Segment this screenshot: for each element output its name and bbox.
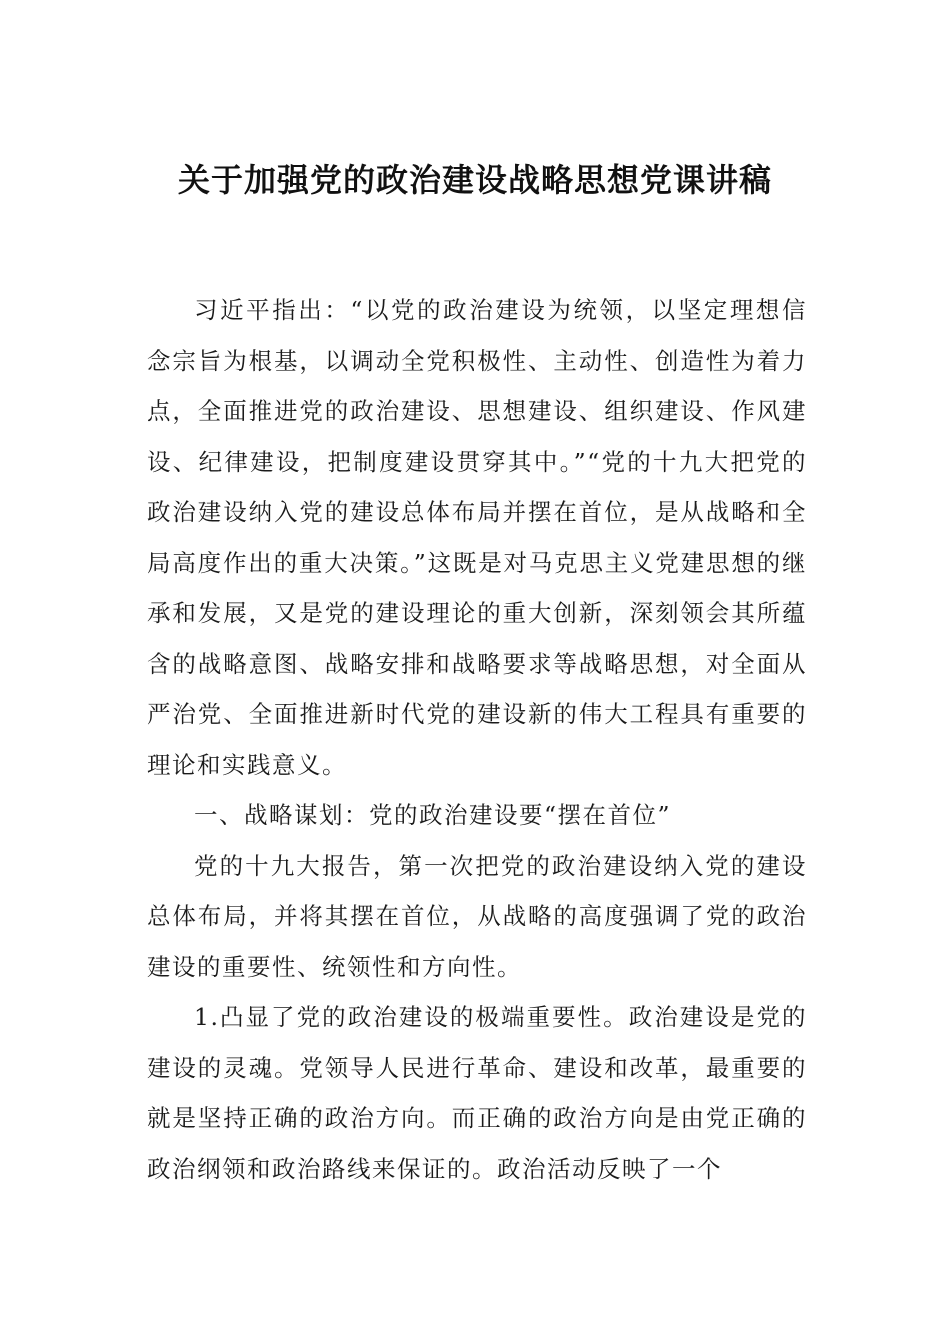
document-body (147, 285, 807, 1194)
paragraph-intro: 习近平指出：“以党的政治建设为统领，以坚定理想信念宗旨为根基，以调动全党积极性、主动性、创造性为着力点，全面推进党的政治建设、思想建设、组织建设、作风建设、纪律建设，把制度建设贯穿其中。”“党的十九大把党的政治建设纳入党的建设总体布局并摆在首位，是从战略和全局高度作出的重大决策。”这既是对马克思主义党建思想的继承和发展，又是党的建设理论的重大创新，深刻领会其所蕴含的战略意图、战略安排和战略要求等战略思想，对全面从严治党、全面推进新时代党的建设新的伟大工程具有重要的理论和实践意义。 (147, 296, 807, 779)
paragraph-section-1: 党的十九大报告，第一次把党的政治建设纳入党的建设总体布局，并将其摆在首位，从战略的高度强调了党的政治建设的重要性、统领性和方向性。 (147, 851, 807, 981)
document-title: 关于加强党的政治建设战略思想党课讲稿 (177, 161, 772, 199)
paragraph-point-1: 1.凸显了党的政治建设的极端重要性。政治建设是党的建设的灵魂。党领导人民进行革命、建设和改革，最重要的就是坚持正确的政治方向。而正确的政治方向是由党正确的政治纲领和政治路线来保证的。政治活动反映了一个 (147, 1003, 807, 1183)
section-heading-1: 一、战略谋划：党的政治建设要“摆在首位” (194, 801, 672, 829)
